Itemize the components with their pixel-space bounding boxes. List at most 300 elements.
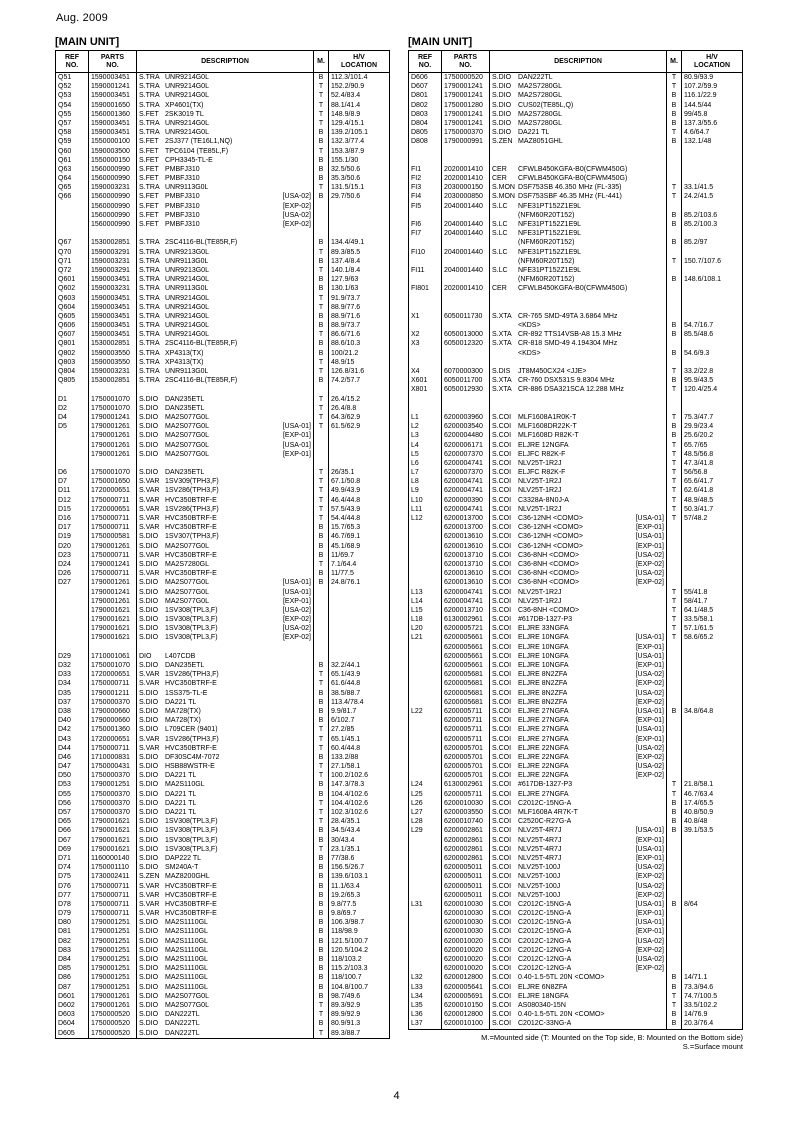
part-variant: [EXP-02] [282,616,311,624]
cell-parts-no: 6200013710 [442,560,490,569]
cell-ref-no: FI6 [409,220,442,229]
table-row [409,744,742,753]
part-variant [309,716,311,725]
part-variant [662,422,664,431]
cell-hv-location: 58.6/65.2 [684,634,714,642]
part-type-code: S.XTA [492,340,512,348]
part-type-code: S.DIO [139,1029,159,1037]
cell-description [490,983,667,992]
cell-ref-no [409,643,442,652]
part-name: UNR9214G0L [165,294,209,302]
cell-mounted-side [667,339,682,348]
part-name: DSF753SB 46.350 MHz (FL-335) [518,184,622,192]
cell-parts-no: 1590003451 [89,312,137,321]
cell-mounted-side: B [667,91,682,100]
cell-hv-location: 115.2/103.3 [331,965,368,973]
cell-description [490,321,667,330]
part-variant [309,294,311,303]
part-type-code: S.DIO [139,983,159,991]
cell-ref-no [409,964,442,973]
part-variant [309,679,311,688]
table-row [409,633,742,642]
cell-description [137,679,314,688]
cell-description [490,441,667,450]
cell-ref-no: D606 [409,73,442,82]
part-variant [662,220,664,229]
part-name: DAN222TL [165,1020,200,1028]
table-row [409,560,742,569]
part-variant [662,780,664,789]
part-type-code: S.COI [492,818,512,826]
cell-parts-no [442,358,490,367]
cell-mounted-side [667,937,682,946]
part-type-code: S.XTA [492,312,512,320]
table-row [56,624,389,633]
part-variant [662,330,664,339]
cell-parts-no: 1530002851 [89,376,137,385]
part-variant: [EXP-01] [635,524,664,532]
cell-mounted-side: T [314,670,329,679]
part-name: C36-8NH <COMO> [518,560,580,568]
cell-hv-location: 9.9/81.7 [331,707,357,715]
cell-ref-no [56,615,89,624]
cell-ref-no [409,257,442,266]
cell-description [490,192,667,201]
cell-description [137,441,314,450]
part-name: C2012C-15NG-A [518,928,572,936]
table-row [409,330,742,339]
part-name: NFE31PT152Z1E9L [518,266,582,274]
cell-mounted-side: T [314,771,329,780]
cell-ref-no: D76 [56,882,89,891]
cell-description [137,753,314,762]
part-name: C2012C-15NG-A [518,910,572,918]
cell-description [490,532,667,541]
cell-hv-location: 156.5/26.7 [331,864,365,872]
part-type-code: S.ZEN [139,873,160,881]
cell-description [137,826,314,835]
table-row [56,670,389,679]
part-name: NFE31PT152Z1E9L [518,202,582,210]
cell-ref-no: FI801 [409,284,442,293]
cell-mounted-side: T [314,817,329,826]
cell-mounted-side: B [667,799,682,808]
part-type-code: S.FET [139,211,159,219]
cell-mounted-side: T [314,477,329,486]
part-name: 0.40-1.5-5TL 20N <COMO> [518,1011,605,1019]
cell-parts-no: 6200002861 [442,845,490,854]
cell-parts-no [89,229,137,238]
part-variant [662,808,664,817]
cell-mounted-side: B [314,339,329,348]
cell-description [490,588,667,597]
part-type-code: S.TRA [139,331,160,339]
cell-description [137,431,314,440]
part-type-code: S.VAR [139,570,160,578]
cell-mounted-side: T [667,597,682,606]
cell-parts-no: 6200005661 [442,661,490,670]
part-name: C36-12NH <COMO> [518,533,583,541]
cell-mounted-side: T [667,496,682,505]
table-row [56,137,389,146]
table-row [409,808,742,817]
table-row [409,422,742,431]
cell-parts-no: 6200010100 [442,1019,490,1028]
cell-description [137,725,314,734]
cell-mounted-side [667,532,682,541]
table-row [56,698,389,707]
cell-ref-no: D32 [56,661,89,670]
cell-description [137,652,314,661]
part-type-code: S.COI [492,900,512,908]
cell-hv-location: 27.1/58.1 [331,763,361,771]
cell-mounted-side: B [314,542,329,551]
cell-parts-no: 1750001360 [89,725,137,734]
cell-parts-no: 6200005711 [442,790,490,799]
cell-mounted-side: B [314,73,329,82]
cell-mounted-side: B [667,431,682,440]
cell-ref-no: D57 [56,808,89,817]
part-variant: [USA-01] [635,900,664,908]
part-name: L709CER (9401) [165,726,218,734]
cell-parts-no [89,459,137,468]
cell-parts-no: 6050012930 [442,385,490,394]
part-type-code: S.FET [139,147,159,155]
cell-ref-no: Q604 [56,303,89,312]
cell-mounted-side [314,431,329,440]
cell-hv-location: 144.5/44 [684,101,712,109]
table-row [56,790,389,799]
cell-ref-no [56,459,89,468]
part-variant [309,514,311,523]
part-name: MA2S077G0L [165,588,209,596]
part-variant [662,385,664,394]
col-header-ref-no: REF NO. [409,51,442,72]
part-variant [662,238,664,247]
cell-ref-no [409,560,442,569]
cell-hv-location: 48.5/56.8 [684,450,714,458]
part-variant [309,385,311,394]
table-row [56,569,389,578]
part-name: 1SV308(TPL3,F) [165,616,218,624]
cell-ref-no: D38 [56,707,89,716]
part-type-code: S.TRA [139,312,160,320]
cell-hv-location [682,229,742,238]
cell-parts-no: 6200005701 [442,744,490,753]
part-variant [662,183,664,192]
cell-mounted-side: B [314,569,329,578]
part-variant [309,872,311,881]
col-header-parts-no: PARTS NO. [442,51,490,72]
part-name: C36-8NH <COMO> [518,551,580,559]
cell-mounted-side: B [667,119,682,128]
part-name: UNR9213G0L [165,248,209,256]
part-type-code: S.COI [492,533,512,541]
part-variant: [EXP-01] [635,643,664,651]
part-type-code: S.COI [492,726,512,734]
table-row [56,339,389,348]
cell-parts-no: 1710001061 [89,652,137,661]
part-type-code: S.DIO [139,423,159,431]
cell-description [490,468,667,477]
part-variant [309,542,311,551]
cell-description [137,633,314,642]
cell-description [137,404,314,413]
part-variant [662,1001,664,1010]
cell-hv-location [682,955,742,964]
cell-parts-no: 1750000711 [89,551,137,560]
cell-ref-no: D43 [56,735,89,744]
part-variant: [EXP-01] [635,928,664,936]
cell-description [137,551,314,560]
cell-mounted-side: T [314,514,329,523]
cell-ref-no [409,863,442,872]
cell-description [490,624,667,633]
cell-description [137,395,314,404]
cell-description [490,551,667,560]
part-name: HVC350BTRF-E [165,900,217,908]
cell-mounted-side: B [314,927,329,936]
part-name: CR-760 DSX531S 9.8304 MHz [518,377,615,385]
cell-hv-location [682,854,742,863]
part-name: 1SV307(TPH3,F) [165,533,219,541]
cell-mounted-side: T [314,110,329,119]
cell-hv-location [682,918,742,927]
part-type-code [492,303,518,312]
cell-hv-location: 75.3/47.7 [684,413,714,421]
cell-ref-no: D808 [409,137,442,146]
page-content [55,36,743,1052]
cell-ref-no: Q54 [56,101,89,110]
part-name: MA2S7280GL [165,560,209,568]
cell-mounted-side: B [314,992,329,1001]
cell-hv-location: 24.2/41.5 [684,193,714,201]
part-type-code: S.DIO [492,83,512,91]
table-row [56,367,389,376]
cell-hv-location: 26/35.1 [331,469,355,477]
part-name: NFE31PT152Z1E9L [518,248,582,256]
cell-ref-no [409,294,442,303]
part-name: CUS02(TE85L,Q) [518,101,574,109]
table-row [409,505,742,514]
part-type-code: S.VAR [139,496,160,504]
cell-description [490,725,667,734]
cell-mounted-side: B [667,983,682,992]
cell-ref-no [56,624,89,633]
cell-hv-location: 89.3/85.5 [331,248,361,256]
cell-description [490,817,667,826]
cell-mounted-side: B [314,578,329,587]
cell-mounted-side [667,836,682,845]
cell-ref-no: D603 [56,1010,89,1019]
part-name: C36-12NH <COMO> [518,515,583,522]
cell-mounted-side: B [314,376,329,385]
cell-description [490,220,667,229]
cell-mounted-side: B [314,826,329,835]
part-name: NLV25T-1R2J [518,588,562,596]
part-name: 2SC4116-BL(TE85R,F) [165,377,238,385]
cell-description [490,836,667,845]
cell-hv-location: 11/77.5 [331,570,354,578]
cell-description [490,973,667,982]
part-variant [309,817,311,826]
cell-mounted-side: T [314,679,329,688]
cell-ref-no [56,202,89,211]
cell-parts-no [89,643,137,652]
part-variant [309,248,311,257]
part-variant [309,780,311,789]
part-type-code: S.TRA [139,248,160,256]
cell-parts-no: 1790001261 [89,597,137,606]
part-type-code: S.DIO [139,1011,159,1019]
cell-mounted-side [667,312,682,321]
cell-mounted-side [667,284,682,293]
cell-hv-location: 65.1/45.1 [331,735,361,743]
cell-hv-location: 118/98.9 [331,928,358,936]
cell-parts-no: 1790001241 [442,82,490,91]
cell-description [490,275,667,284]
cell-hv-location [682,716,742,725]
cell-parts-no: 1590001241 [89,82,137,91]
cell-ref-no: D604 [56,1019,89,1028]
part-variant: [USA-01] [635,634,664,642]
table-row [409,477,742,486]
cell-description [490,450,667,459]
table-row [409,725,742,734]
cell-ref-no: D17 [56,523,89,532]
part-name: ELJRE 12NGFA [518,441,569,449]
cell-hv-location: 33.2/22.8 [684,368,714,375]
part-variant [309,284,311,293]
cell-description [490,716,667,725]
cell-hv-location: 8/64 [684,900,698,908]
table-row [56,643,389,652]
table-row [409,735,742,744]
cell-description [137,468,314,477]
cell-description [490,927,667,936]
cell-description [490,882,667,891]
cell-hv-location: 60.4/44.8 [331,744,361,752]
cell-parts-no: 1750000711 [89,882,137,891]
part-type-code: S.DIO [139,845,159,853]
part-type-code: S.TRA [139,92,160,100]
part-variant [662,404,664,413]
part-name: UNR9214G0L [165,92,209,100]
cell-description [137,349,314,358]
cell-parts-no: 1790001261 [89,441,137,450]
cell-ref-no: Q58 [56,128,89,137]
cell-parts-no: 6200005711 [442,707,490,716]
cell-hv-location [329,385,389,394]
cell-hv-location: 26.4/8.8 [331,404,357,412]
part-type-code: S.DIO [139,864,159,872]
table-row [56,909,389,918]
part-name: DA221 TL [518,129,550,137]
part-type-code: S.DIO [139,432,159,440]
part-name: MLF1608DR22K-T [518,423,577,431]
part-type-code [492,257,518,266]
cell-ref-no: D46 [56,753,89,762]
part-variant [309,909,311,918]
cell-description [137,496,314,505]
cell-ref-no [56,633,89,642]
part-name: ELJRE 27NGFA [518,790,569,798]
part-name: UNR9214G0L [165,276,209,284]
cell-hv-location: 112.3/101.4 [331,74,368,81]
cell-hv-location [682,698,742,707]
part-type-code: S.DIO [139,1020,159,1028]
cell-ref-no: L34 [409,992,442,1001]
table-row [409,955,742,964]
part-variant [309,744,311,753]
cell-hv-location: 35.3/50.6 [331,175,361,183]
cell-hv-location: 32.2/44.1 [331,662,361,669]
cell-hv-location: 32.5/50.6 [331,165,361,173]
part-variant [309,863,311,872]
part-name: DA221 TL [165,698,197,706]
cell-ref-no: L20 [409,624,442,633]
part-type-code: S.DIO [139,753,159,761]
page-number: 4 [393,1090,400,1102]
cell-description [490,909,667,918]
cell-hv-location [682,339,742,348]
col-header-ref-no: REF NO. [56,51,89,72]
cell-parts-no: 1590003500 [89,147,137,156]
cell-ref-no: D24 [56,560,89,569]
cell-description [137,532,314,541]
table-row [409,294,742,303]
table-row [56,918,389,927]
cell-mounted-side: B [667,808,682,817]
cell-hv-location [682,312,742,321]
table-row [409,762,742,771]
table-row [409,845,742,854]
part-variant [662,588,664,597]
cell-parts-no: 1750000711 [89,891,137,900]
cell-hv-location: 150.7/107.6 [684,257,721,265]
cell-mounted-side [667,643,682,652]
cell-ref-no: Q61 [56,156,89,165]
cell-description [490,633,667,642]
part-type-code: S.TRA [139,83,160,91]
part-name: MA2S1110GL [165,974,208,982]
part-variant: [EXP-02] [635,579,664,587]
cell-mounted-side: B [667,101,682,110]
part-variant [662,624,664,633]
part-name: HVC350BTRF-E [165,910,217,918]
part-type-code: S.DIO [139,597,159,605]
cell-hv-location [329,652,389,661]
part-type-code: S.DIO [139,413,159,421]
table-row [56,312,389,321]
part-variant [309,882,311,891]
part-variant [309,404,311,413]
part-name: ELJFC R82K-F [518,450,566,458]
cell-ref-no: L32 [409,973,442,982]
table-row [409,698,742,707]
cell-hv-location [682,266,742,275]
cell-parts-no: 1590003231 [89,367,137,376]
cell-mounted-side: T [667,459,682,468]
part-name: 1SS375-TL-E [165,689,208,697]
part-variant [309,339,311,348]
table-row [56,735,389,744]
cell-description [137,836,314,845]
cell-parts-no: 1750001070 [89,395,137,404]
part-type-code: S.COI [492,873,512,881]
part-variant: [USA-02] [635,689,664,697]
part-variant: [USA-01] [635,707,664,715]
